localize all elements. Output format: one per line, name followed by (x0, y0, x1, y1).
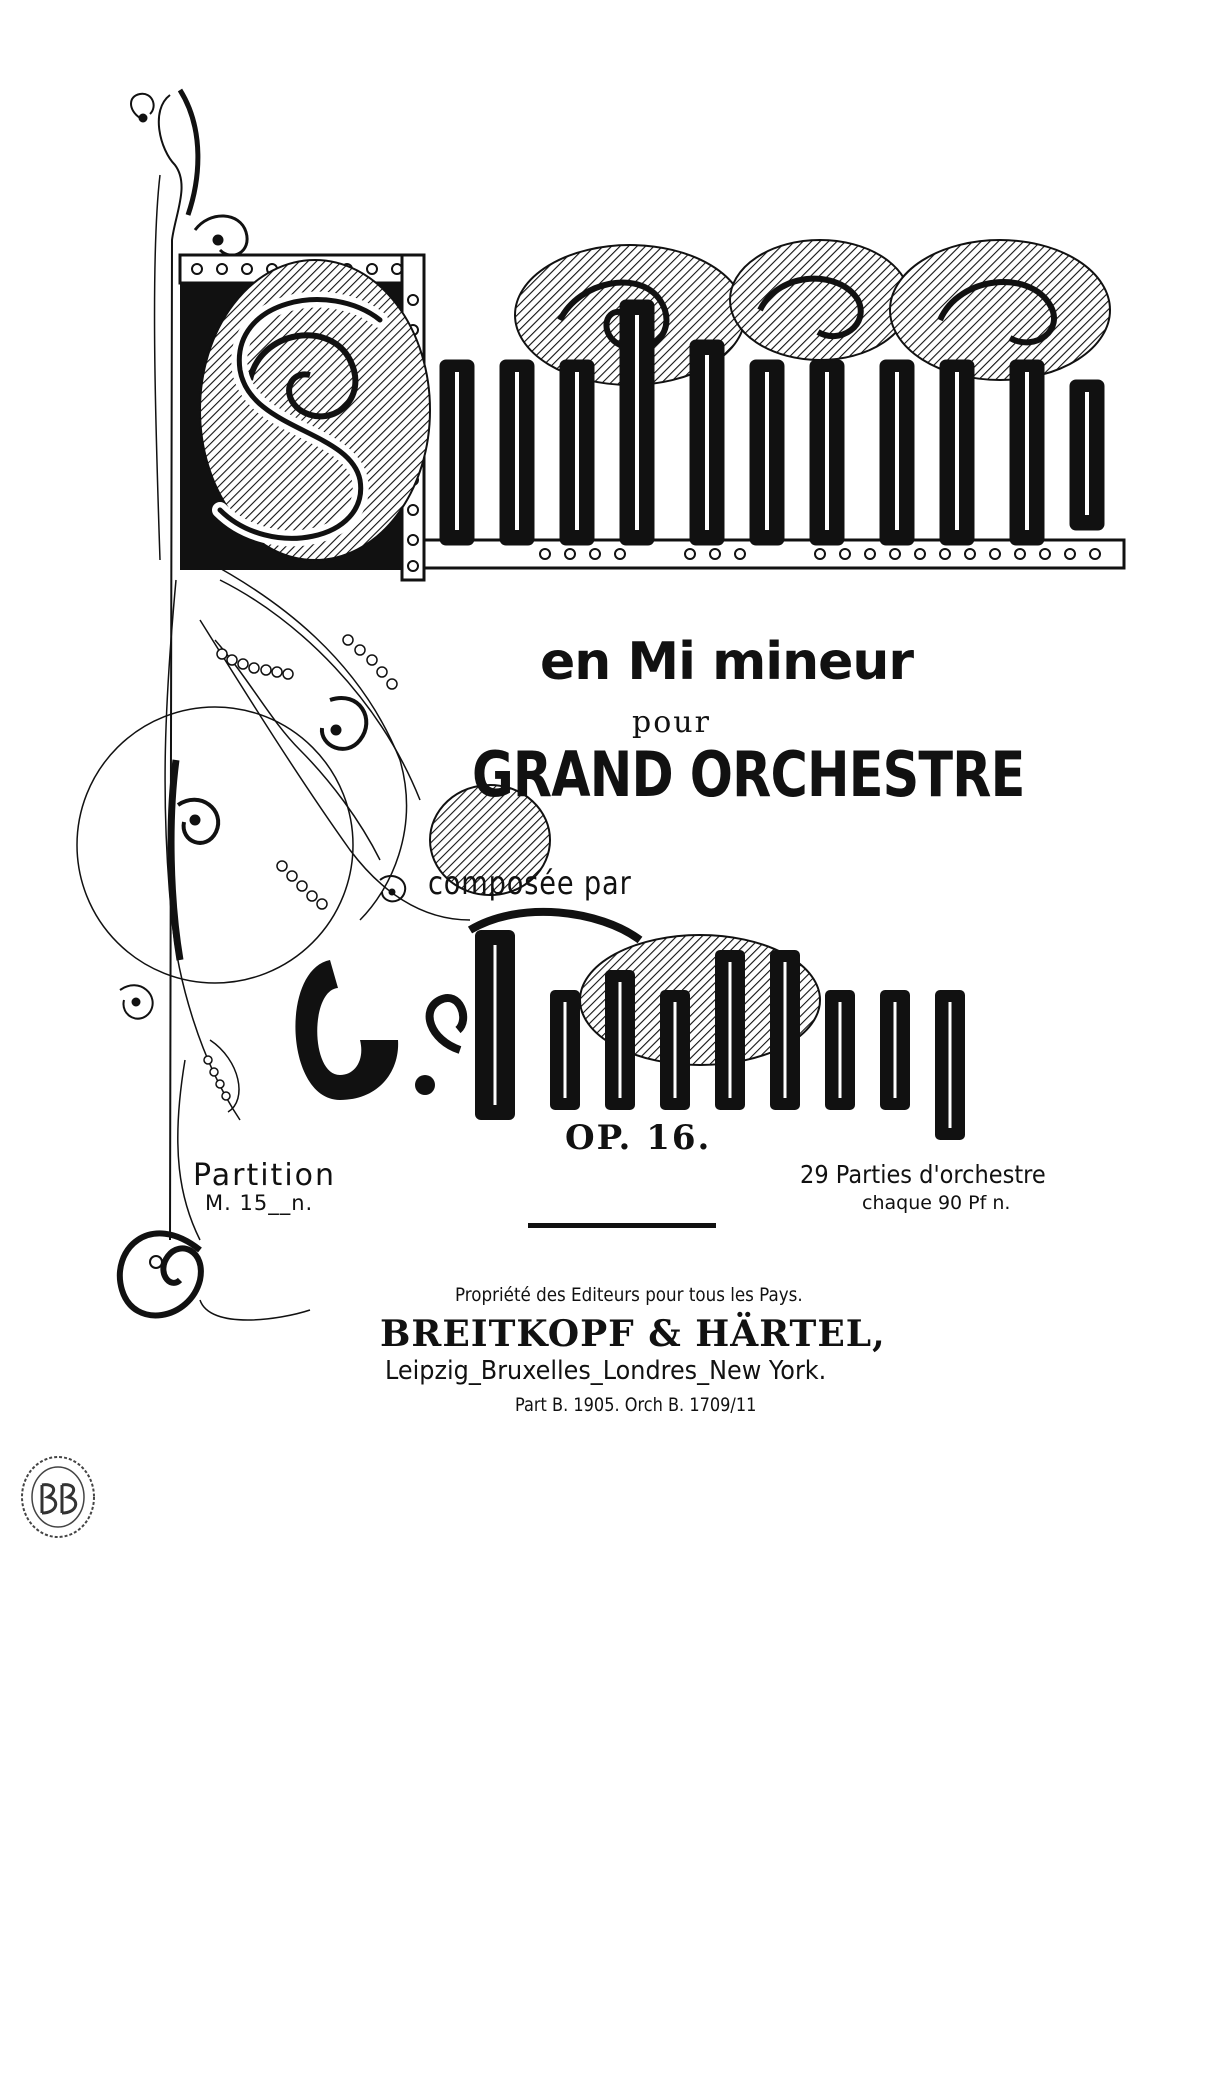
library-stamp-icon (12, 1445, 104, 1549)
parts-label: 29 Parties d'orchestre (800, 1160, 1046, 1189)
composer-intro: composée par (428, 864, 632, 902)
parts-price: chaque 90 Pf n. (862, 1192, 1011, 1214)
work-title (180, 205, 1120, 585)
rights-notice: Propriété des Editeurs pour tous les Pays. (455, 1284, 803, 1306)
score-price: M. 15__n. (205, 1191, 314, 1215)
publisher-cities: Leipzig_Bruxelles_Londres_New York. (385, 1356, 827, 1386)
composer-name (285, 920, 1025, 1130)
ensemble-line: GRAND ORCHESTRE (472, 738, 1025, 811)
divider-rule (528, 1223, 716, 1228)
key-line: en Mi mineur (540, 632, 914, 692)
plate-numbers: Part B. 1905. Orch B. 1709/11 (515, 1394, 757, 1416)
publisher-name: BREITKOPF & HÄRTEL, (380, 1313, 886, 1355)
score-label: Partition (193, 1158, 337, 1193)
opus-number: OP. 16. (565, 1118, 712, 1158)
pour-line: pour (632, 705, 711, 740)
